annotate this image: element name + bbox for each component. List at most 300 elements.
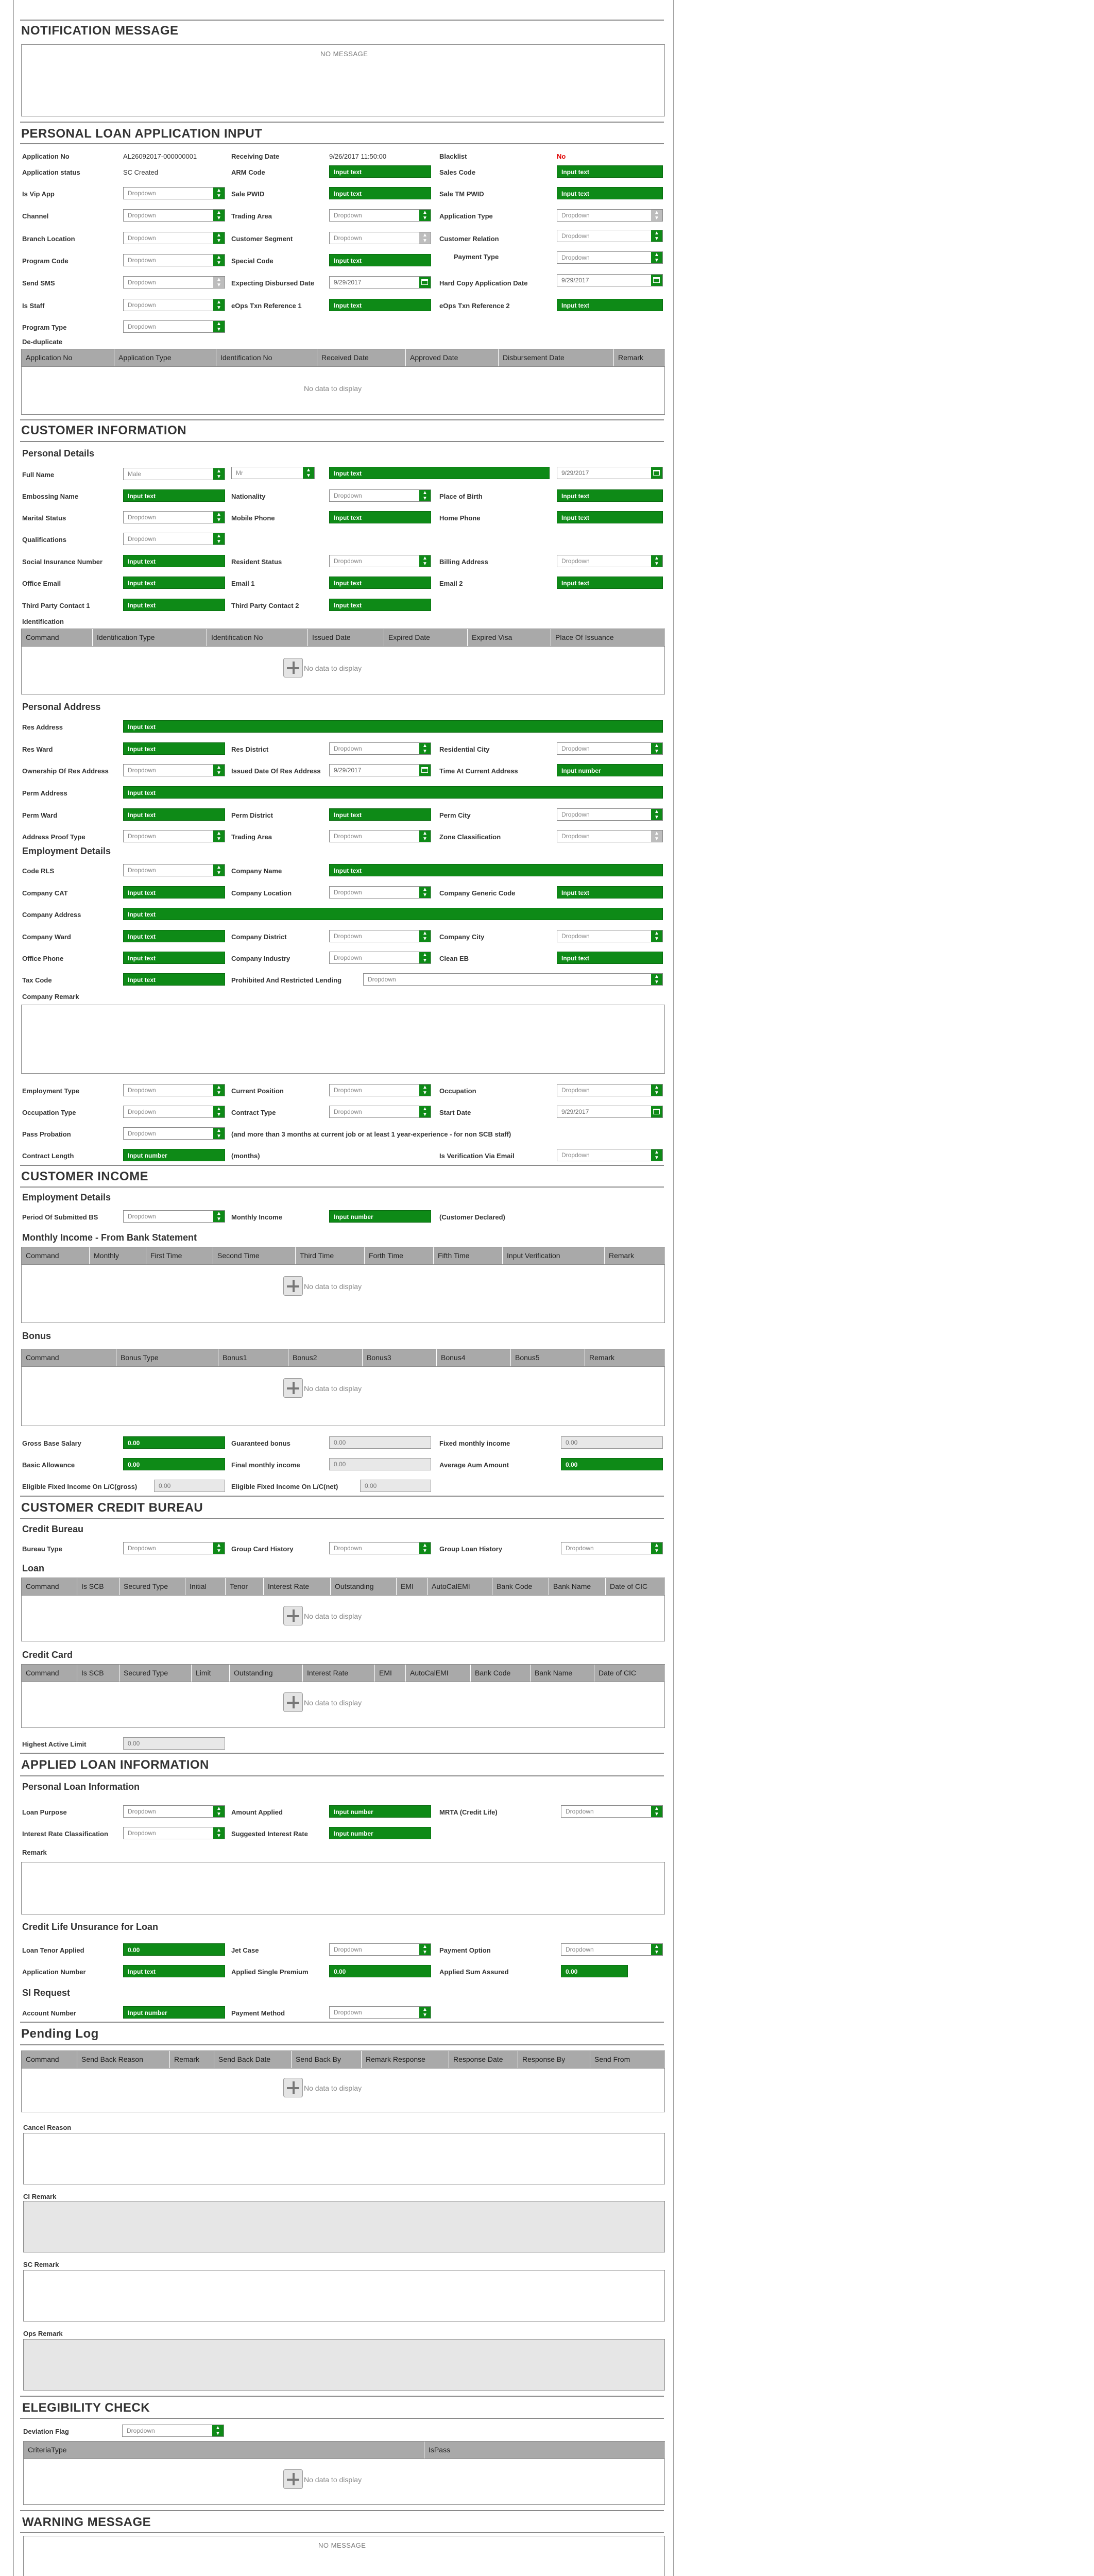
embossing-name-input[interactable]: Input text <box>123 489 225 502</box>
monthly-income-label: Monthly Income <box>231 1213 282 1221</box>
period-label: Period Of Submitted BS <box>22 1213 98 1221</box>
dedup-table-header <box>22 349 664 367</box>
sort-arrows-icon: ▲ ▼ <box>419 1944 431 1955</box>
add-row-icon[interactable] <box>283 2078 303 2097</box>
credit-life-heading: Credit Life Unsurance for Loan <box>22 1922 159 1932</box>
basic-allowance-input[interactable]: 0.00 <box>123 1458 225 1470</box>
calendar-icon[interactable] <box>419 277 431 288</box>
home-phone-input[interactable]: Input text <box>557 511 663 523</box>
company-cat-label: Company CAT <box>22 889 68 897</box>
suggested-rate-label: Suggested Interest Rate <box>231 1830 308 1838</box>
group-card-dropdown[interactable] <box>329 1542 431 1554</box>
eligible-net-field: 0.00 <box>360 1480 431 1492</box>
company-address-label: Company Address <box>22 911 81 919</box>
interest-class-dropdown[interactable] <box>123 1827 225 1839</box>
sort-arrows-icon: ▲ ▼ <box>213 1128 225 1139</box>
sort-arrows-icon: ▲ ▼ <box>419 1106 431 1117</box>
no-data-message: No data to display <box>304 2476 362 2484</box>
date-text: 9/29/2017 <box>561 277 589 284</box>
column-header: Bank Name <box>531 1665 594 1682</box>
program-code-dropdown[interactable] <box>123 254 225 266</box>
dropdown-text: Dropdown <box>334 1545 362 1552</box>
start-date-picker[interactable] <box>557 1106 663 1118</box>
gross-base-input[interactable]: 0.00 <box>123 1436 225 1449</box>
personal-details-heading: Personal Details <box>22 448 95 459</box>
loan-tenor-label: Loan Tenor Applied <box>22 1946 84 1954</box>
program-type-dropdown[interactable] <box>123 320 225 333</box>
bureau-type-dropdown[interactable] <box>123 1542 225 1554</box>
dropdown-text: Dropdown <box>566 1545 594 1552</box>
perm-city-label: Perm City <box>439 811 471 819</box>
no-data-message: No data to display <box>304 2084 362 2092</box>
dropdown-text: Dropdown <box>561 254 590 261</box>
column-header: Outstanding <box>230 1665 303 1682</box>
sort-arrows-icon: ▲ ▼ <box>651 831 662 842</box>
nationality-label: Nationality <box>231 493 266 500</box>
credit-card-table <box>21 1664 665 1728</box>
column-header: AutoCalEMI <box>406 1665 471 1682</box>
dropdown-text: Dropdown <box>128 1545 156 1552</box>
residential-city-dropdown[interactable] <box>557 742 663 755</box>
dropdown-text: Dropdown <box>128 767 156 774</box>
res-address-input[interactable]: Input text <box>123 720 663 733</box>
receiving-date-value: 9/26/2017 11:50:00 <box>329 152 387 160</box>
dropdown-text: Dropdown <box>334 212 362 219</box>
no-data-message: No data to display <box>304 664 362 672</box>
customer-segment-dropdown[interactable] <box>329 232 431 244</box>
column-header: First Time <box>146 1247 213 1264</box>
dropdown-text: Dropdown <box>334 1108 362 1115</box>
tax-code-input[interactable]: Input text <box>123 973 225 986</box>
gender-dropdown[interactable] <box>123 468 225 480</box>
verification-email-label: Is Verification Via Email <box>439 1152 515 1160</box>
is-staff-dropdown[interactable] <box>123 299 225 311</box>
arm-code-input[interactable]: Input text <box>329 165 431 178</box>
sales-code-input[interactable]: Input text <box>557 165 663 178</box>
guaranteed-bonus-field: 0.00 <box>329 1436 431 1449</box>
marital-status-dropdown[interactable] <box>123 511 225 523</box>
current-position-dropdown[interactable] <box>329 1084 431 1096</box>
occupation-type-dropdown[interactable] <box>123 1106 225 1118</box>
dropdown-text: Dropdown <box>128 1213 156 1220</box>
issued-date-picker[interactable] <box>329 764 431 776</box>
company-industry-dropdown[interactable] <box>329 952 431 964</box>
company-city-dropdown[interactable] <box>557 930 663 942</box>
applied-loan-title: APPLIED LOAN INFORMATION <box>21 1758 209 1772</box>
perm-district-label: Perm District <box>231 811 273 819</box>
prohibited-dropdown[interactable] <box>363 973 663 986</box>
application-type-label: Application Type <box>439 212 493 220</box>
sort-arrows-icon: ▲ ▼ <box>651 1944 662 1955</box>
hard-copy-date[interactable] <box>557 274 663 286</box>
office-phone-label: Office Phone <box>22 955 64 962</box>
date-text: 9/29/2017 <box>561 1108 589 1115</box>
add-row-icon[interactable] <box>283 658 303 677</box>
place-of-birth-input[interactable]: Input text <box>557 489 663 502</box>
clean-eb-input[interactable]: Input text <box>557 952 663 964</box>
code-rls-label: Code RLS <box>22 867 55 875</box>
application-status-value: SC Created <box>123 168 158 176</box>
sort-arrows-icon: ▲ ▼ <box>213 1106 225 1117</box>
column-header: Second Time <box>213 1247 296 1264</box>
ci-remark-textarea <box>23 2201 665 2252</box>
divider <box>20 419 664 420</box>
column-header: Response Date <box>449 2051 518 2068</box>
email1-input[interactable]: Input text <box>329 577 431 589</box>
loan-table <box>21 1578 665 1641</box>
res-ward-label: Res Ward <box>22 745 53 753</box>
deviation-dropdown[interactable] <box>122 2425 224 2437</box>
sort-arrows-icon: ▲ ▼ <box>419 930 431 942</box>
branch-location-dropdown[interactable] <box>123 232 225 244</box>
resident-status-label: Resident Status <box>231 558 282 566</box>
period-dropdown[interactable] <box>123 1210 225 1223</box>
column-header: Interest Rate <box>264 1578 331 1595</box>
sort-arrows-icon: ▲ ▼ <box>651 230 662 242</box>
res-address-label: Res Address <box>22 723 63 731</box>
fixed-monthly-field: 0.00 <box>561 1436 663 1449</box>
sort-arrows-icon: ▲ ▼ <box>213 210 225 221</box>
customer-relation-dropdown[interactable] <box>557 230 663 242</box>
channel-dropdown[interactable] <box>123 209 225 222</box>
dropdown-text: Dropdown <box>128 279 156 286</box>
group-loan-dropdown[interactable] <box>561 1542 663 1554</box>
dropdown-text: Dropdown <box>561 745 590 752</box>
column-header: Command <box>22 2051 77 2068</box>
column-header: AutoCalEMI <box>428 1578 492 1595</box>
perm-ward-input[interactable]: Input text <box>123 808 225 821</box>
sort-arrows-icon: ▲ ▼ <box>651 252 662 263</box>
sort-arrows-icon: ▲ ▼ <box>651 210 662 221</box>
dropdown-text: Dropdown <box>128 833 156 840</box>
add-row-icon[interactable] <box>283 1276 303 1296</box>
trading-area-dropdown[interactable] <box>329 209 431 222</box>
special-code-input[interactable]: Input text <box>329 254 431 266</box>
dropdown-text: Dropdown <box>128 212 156 219</box>
clean-eb-label: Clean EB <box>439 955 469 962</box>
employment-details-heading: Employment Details <box>22 846 111 856</box>
identification-table-header <box>22 629 664 647</box>
sort-arrows-icon: ▲ ▼ <box>651 809 662 820</box>
column-header: Secured Type <box>119 1578 185 1595</box>
add-row-icon[interactable] <box>283 1606 303 1625</box>
payment-method-dropdown[interactable] <box>329 2006 431 2019</box>
sort-arrows-icon: ▲ ▼ <box>651 1806 662 1817</box>
column-header: Issued Date <box>308 629 384 646</box>
eligible-net-label: Eligible Fixed Income On L/C(net) <box>231 1483 338 1490</box>
third-party1-label: Third Party Contact 1 <box>22 602 90 609</box>
dropdown-text: Dropdown <box>561 232 590 240</box>
sc-remark-textarea[interactable] <box>23 2270 665 2321</box>
perm-city-dropdown[interactable] <box>557 808 663 821</box>
sort-arrows-icon: ▲ ▼ <box>419 2007 431 2018</box>
social-insurance-label: Social Insurance Number <box>22 558 103 566</box>
divider <box>20 1518 664 1519</box>
dropdown-text: Dropdown <box>128 1829 156 1837</box>
applied-sum-label: Applied Sum Assured <box>439 1968 509 1976</box>
occupation-dropdown[interactable] <box>557 1084 663 1096</box>
date-text: 9/29/2017 <box>561 469 589 477</box>
column-header: Is SCB <box>77 1665 119 1682</box>
salutation-dropdown[interactable] <box>231 467 315 479</box>
company-location-dropdown[interactable] <box>329 886 431 899</box>
application-number-input[interactable]: Input text <box>123 1965 225 1977</box>
perm-address-label: Perm Address <box>22 789 67 797</box>
code-rls-dropdown[interactable] <box>123 864 225 876</box>
applied-sum-input[interactable]: 0.00 <box>561 1965 628 1977</box>
employment-type-label: Employment Type <box>22 1087 80 1095</box>
social-insurance-input[interactable]: Input text <box>123 555 225 567</box>
add-row-icon[interactable] <box>283 1692 303 1712</box>
sort-arrows-icon: ▲ ▼ <box>213 277 225 288</box>
loan-table-header <box>22 1578 664 1596</box>
email2-input[interactable]: Input text <box>557 577 663 589</box>
deviation-label: Deviation Flag <box>23 2428 69 2435</box>
loan-tenor-input[interactable]: 0.00 <box>123 1943 225 1956</box>
column-header: Command <box>22 1578 77 1595</box>
dropdown-text: Dropdown <box>128 234 156 242</box>
add-row-icon[interactable] <box>283 2469 303 2489</box>
embossing-name-label: Embossing Name <box>22 493 79 500</box>
dropdown-text: Dropdown <box>561 1087 590 1094</box>
calendar-icon[interactable] <box>651 275 662 286</box>
applied-premium-label: Applied Single Premium <box>231 1968 309 1976</box>
company-generic-label: Company Generic Code <box>439 889 516 897</box>
perm-district-input[interactable]: Input text <box>329 808 431 821</box>
is-vip-dropdown[interactable] <box>123 187 225 199</box>
time-at-address-input[interactable]: Input number <box>557 764 663 776</box>
home-phone-label: Home Phone <box>439 514 481 522</box>
cancel-reason-textarea[interactable] <box>23 2133 665 2184</box>
credit-card-heading: Credit Card <box>22 1650 73 1660</box>
nationality-dropdown[interactable] <box>329 489 431 502</box>
company-city-label: Company City <box>439 933 485 941</box>
sort-arrows-icon: ▲ ▼ <box>419 743 431 754</box>
column-header: Bank Code <box>471 1665 531 1682</box>
perm-address-input[interactable]: Input text <box>123 786 663 799</box>
company-district-dropdown[interactable] <box>329 930 431 942</box>
sale-pwid-input[interactable]: Input text <box>329 187 431 199</box>
trading-area-dropdown[interactable] <box>329 830 431 842</box>
qualifications-label: Qualifications <box>22 536 66 544</box>
column-header: Bank Code <box>492 1578 549 1595</box>
column-header: Bonus Type <box>116 1349 218 1366</box>
sort-arrows-icon: ▲ ▼ <box>213 831 225 842</box>
column-header: Response By <box>518 2051 590 2068</box>
contract-type-label: Contract Type <box>231 1109 276 1116</box>
loan-purpose-dropdown[interactable] <box>123 1805 225 1818</box>
eops-ref2-label: eOps Txn Reference 2 <box>439 302 510 310</box>
payment-type-dropdown[interactable] <box>557 251 663 264</box>
applied-premium-input[interactable]: 0.00 <box>329 1965 431 1977</box>
sort-arrows-icon: ▲ ▼ <box>213 1211 225 1222</box>
calendar-icon[interactable] <box>651 467 662 479</box>
mrta-dropdown[interactable] <box>561 1805 663 1818</box>
company-ward-input[interactable]: Input text <box>123 930 225 942</box>
column-header: Limit <box>192 1665 230 1682</box>
sort-arrows-icon: ▲ ▼ <box>213 468 225 480</box>
sort-arrows-icon: ▲ ▼ <box>213 1806 225 1817</box>
dropdown-text: Dropdown <box>561 212 590 219</box>
column-header: Date of CIC <box>606 1578 664 1595</box>
months-label: (months) <box>231 1152 260 1160</box>
loan-heading: Loan <box>22 1563 44 1573</box>
bonus-table-header <box>22 1349 664 1367</box>
divider <box>20 1165 664 1166</box>
column-header: Forth Time <box>365 1247 434 1264</box>
zone-dropdown[interactable] <box>557 830 663 842</box>
divider <box>20 2418 664 2419</box>
jet-case-dropdown[interactable] <box>329 1943 431 1956</box>
loan-purpose-label: Loan Purpose <box>22 1808 67 1816</box>
sort-arrows-icon: ▲ ▼ <box>213 533 225 545</box>
mobile-phone-input[interactable]: Input text <box>329 511 431 523</box>
column-header: Application No <box>22 349 114 366</box>
divider <box>20 441 664 442</box>
sort-arrows-icon: ▲ ▼ <box>212 2425 224 2436</box>
dropdown-text: Dropdown <box>334 933 362 940</box>
column-header: Remark <box>170 2051 214 2068</box>
sort-arrows-icon: ▲ ▼ <box>213 188 225 199</box>
address-proof-dropdown[interactable] <box>123 830 225 842</box>
res-ward-input[interactable]: Input text <box>123 742 225 755</box>
divider <box>20 20 664 21</box>
personal-loan-info-heading: Personal Loan Information <box>22 1782 140 1792</box>
column-header: Expired Date <box>384 629 468 646</box>
eops-ref1-label: eOps Txn Reference 1 <box>231 302 302 310</box>
sort-arrows-icon: ▲ ▼ <box>651 930 662 942</box>
application-type-dropdown[interactable] <box>557 209 663 222</box>
issued-date-label: Issued Date Of Res Address <box>231 767 321 775</box>
sort-arrows-icon: ▲ ▼ <box>213 232 225 244</box>
column-header: CriteriaType <box>24 2442 424 2459</box>
sort-arrows-icon: ▲ ▼ <box>213 865 225 876</box>
remark-textarea[interactable] <box>21 1862 665 1914</box>
expecting-disbursed-date[interactable] <box>329 276 431 289</box>
bonus-heading: Bonus <box>22 1331 51 1341</box>
dropdown-text: Dropdown <box>128 535 156 543</box>
divider <box>20 1753 664 1754</box>
pass-probation-dropdown[interactable] <box>123 1127 225 1140</box>
employment-type-dropdown[interactable] <box>123 1084 225 1096</box>
billing-address-dropdown[interactable] <box>557 555 663 567</box>
zone-label: Zone Classification <box>439 833 501 841</box>
qualifications-dropdown[interactable] <box>123 533 225 545</box>
gross-base-label: Gross Base Salary <box>22 1439 81 1447</box>
third-party2-input[interactable]: Input text <box>329 599 431 611</box>
account-number-input[interactable]: Input number <box>123 2006 225 2019</box>
sort-arrows-icon: ▲ ▼ <box>651 1543 662 1554</box>
column-header: Command <box>22 1247 90 1264</box>
payment-method-label: Payment Method <box>231 2009 285 2017</box>
office-email-input[interactable]: Input text <box>123 577 225 589</box>
sale-tm-pwid-input[interactable]: Input text <box>557 187 663 199</box>
occupation-type-label: Occupation Type <box>22 1109 76 1116</box>
monthly-income-input[interactable]: Input number <box>329 1210 431 1223</box>
personal-address-heading: Personal Address <box>22 702 101 712</box>
dropdown-text: Dropdown <box>128 1808 156 1815</box>
sort-arrows-icon: ▲ ▼ <box>419 210 431 221</box>
calendar-icon[interactable] <box>651 1106 662 1117</box>
channel-label: Channel <box>22 212 49 220</box>
cancel-reason-label: Cancel Reason <box>23 2124 72 2131</box>
column-header: Input Verification <box>503 1247 605 1264</box>
customer-declared-label: (Customer Declared) <box>439 1213 505 1221</box>
add-row-icon[interactable] <box>283 1378 303 1398</box>
final-monthly-label: Final monthly income <box>231 1461 300 1469</box>
suggested-rate-input[interactable]: Input number <box>329 1827 431 1839</box>
application-no-value: AL26092017-000000001 <box>123 152 197 160</box>
column-header: Expired Visa <box>468 629 551 646</box>
average-aum-input[interactable]: 0.00 <box>561 1458 663 1470</box>
interest-class-label: Interest Rate Classification <box>22 1830 108 1838</box>
amount-applied-input[interactable]: Input number <box>329 1805 431 1818</box>
third-party1-input[interactable]: Input text <box>123 599 225 611</box>
company-cat-input[interactable]: Input text <box>123 886 225 899</box>
column-header: Disbursement Date <box>499 349 614 366</box>
eligible-gross-label: Eligible Fixed Income On L/C(gross) <box>22 1483 138 1490</box>
company-generic-input[interactable]: Input text <box>557 886 663 899</box>
payment-option-dropdown[interactable] <box>561 1943 663 1956</box>
column-header: Identification Type <box>93 629 207 646</box>
send-sms-dropdown[interactable] <box>123 276 225 289</box>
verification-email-dropdown[interactable] <box>557 1149 663 1161</box>
contract-type-dropdown[interactable] <box>329 1106 431 1118</box>
time-at-address-label: Time At Current Address <box>439 767 518 775</box>
column-header: Monthly <box>90 1247 146 1264</box>
mrta-label: MRTA (Credit Life) <box>439 1808 498 1816</box>
full-name-input[interactable]: Input text <box>329 467 550 479</box>
loan-input-title: PERSONAL LOAN APPLICATION INPUT <box>21 127 263 141</box>
company-name-input[interactable]: Input text <box>329 864 663 876</box>
column-header: EMI <box>397 1578 428 1595</box>
column-header: Initial <box>185 1578 226 1595</box>
date-text: 9/29/2017 <box>334 767 362 774</box>
sort-arrows-icon: ▲ ▼ <box>303 467 314 479</box>
divider <box>20 1496 664 1497</box>
company-remark-textarea[interactable] <box>21 1005 665 1074</box>
customer-info-title: CUSTOMER INFORMATION <box>21 423 187 437</box>
company-district-label: Company District <box>231 933 287 941</box>
column-header: Send Back Reason <box>77 2051 170 2068</box>
credit-bureau-heading: Credit Bureau <box>22 1524 84 1534</box>
hard-copy-label: Hard Copy Application Date <box>439 279 528 287</box>
office-phone-input[interactable]: Input text <box>123 952 225 964</box>
no-data-message: No data to display <box>304 1699 362 1707</box>
place-of-birth-label: Place of Birth <box>439 493 483 500</box>
notification-box <box>21 44 665 116</box>
resident-status-dropdown[interactable] <box>329 555 431 567</box>
dob-date[interactable] <box>557 467 663 479</box>
payment-option-label: Payment Option <box>439 1946 491 1954</box>
eops-ref2-input[interactable]: Input text <box>557 299 663 311</box>
ownership-dropdown[interactable] <box>123 764 225 776</box>
credit-bureau-title: CUSTOMER CREDIT BUREAU <box>21 1501 203 1515</box>
res-district-dropdown[interactable] <box>329 742 431 755</box>
column-header: EMI <box>375 1665 406 1682</box>
dropdown-text: Dropdown <box>561 1151 590 1159</box>
sort-arrows-icon: ▲ ▼ <box>419 490 431 501</box>
full-name-label: Full Name <box>22 471 55 479</box>
calendar-icon[interactable] <box>419 765 431 776</box>
is-vip-label: Is Vip App <box>22 190 55 198</box>
company-address-input[interactable]: Input text <box>123 908 663 920</box>
sale-pwid-label: Sale PWID <box>231 190 265 198</box>
dropdown-text: Dropdown <box>128 1130 156 1137</box>
contract-length-input[interactable]: Input number <box>123 1149 225 1161</box>
eops-ref1-input[interactable]: Input text <box>329 299 431 311</box>
trading-area-label: Trading Area <box>231 212 272 220</box>
